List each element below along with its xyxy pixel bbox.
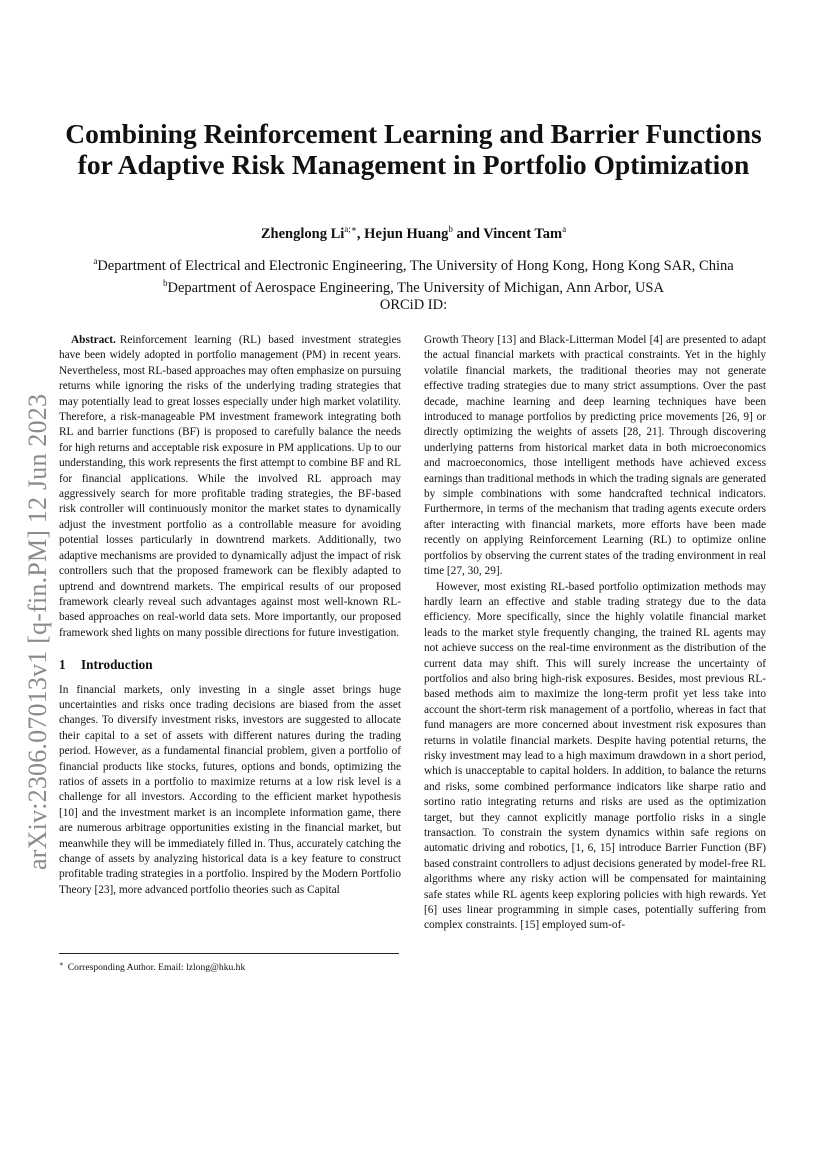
intro-paragraph-1: In financial markets, only investing in a single asset brings huge uncertainties and risks once trading decisions are biased from the asset changes. To diversify investment risks, investors are suggested to allocate their capital to a set of assets with different natures during the trading period. However, as a fundamental financial problem, given a portfolio of financial products like stocks, futures, options and bonds, optimizing the ratios of assets in a portfolio to maximize returns at a low risk level is a challenge for all investors. According to the efficient market hypothesis [10] and the investment market is an incomplete information game, there are numerous arbitrage opportunities existing in the financial market, but meanwhile they will be immediately filled in. Thus, accurately catching the change of assets by analyzing historical data is a key feature to construct profitable trading strategies in a portfolio. Inspired by the Modern Portfolio Theory [23], more advanced portfolio theories such as Capital xyxy=(59,683,401,896)
orcid-line: ORCiD ID: xyxy=(379,296,448,313)
affiliation-b xyxy=(40,275,787,297)
abstract xyxy=(59,333,401,641)
affil-text: Department of Aerospace Engineering, The University of Michigan, Ann Arbor, USA xyxy=(167,279,664,296)
affil-mark: a xyxy=(93,256,98,266)
paper-title: Combining Reinforcement Learning and Barrier Functions for Adaptive Risk Management in Portfolio Optimization xyxy=(65,118,762,180)
footnote-mark: ∗ xyxy=(59,960,64,968)
affiliations xyxy=(40,253,787,314)
affiliation-a xyxy=(40,253,787,275)
section-title: Introduction xyxy=(81,657,153,673)
abstract-label: Abstract. xyxy=(71,334,116,346)
affil-mark: b xyxy=(163,277,168,288)
affil-text: Department of Electrical and Electronic Engineering, The University of Hong Kong, Hong Kong SAR, China xyxy=(97,257,734,274)
author-affil-mark: b xyxy=(448,224,453,234)
author-name: Vincent Tam xyxy=(483,225,563,242)
footnote xyxy=(59,958,404,974)
footnote-text[interactable]: Corresponding Author. Email: lzlong@hku.hk xyxy=(67,962,246,974)
footnote-divider xyxy=(59,953,399,954)
abstract-text: Reinforcement learning (RL) based investment strategies have been widely adopted in portfolio management (PM) in recent years. Nevertheless, most RL-based approaches may often emphasize on pursuing returns while ignoring the risks of the underlying trading strategies that may potentially lead to great losses especially under high market volatility. Therefore, a risk-manageable PM investment framework integrating both RL and barrier functions (BF) is proposed to carefully balance the needs for high returns and acceptable risk exposure in PM applications. Up to our understanding, this work represents the first attempt to combine BF and RL for financial applications. While the involved RL approach may aggressively search for more profitable trading strategies, the BF-based risk controller will continuously monitor the market states to dynamically adjust the investment portfolio as a controllable measure for avoiding potential losses particularly in downtrend markets. Additionally, two adaptive mechanisms are provided to dynamically adjust the impact of risk controllers such that the proposed framework can be flexibly adapted to uptrend and downtrend markets. The empirical results of our proposed framework clearly reveal such advantages against most well-known RL-based approaches on real-world data sets. More importantly, our proposed framework shed lights on many possible directions for future investigation. xyxy=(59,334,401,639)
intro-paragraph-3: However, most existing RL-based portfolio optimization methods may hardly learn an effective and stable trading strategy due to the data efficiency. More specifically, since the highly volatile financial market leads to the market style frequently changing, the trained RL agents may not achieve success on the real-time environment as the distribution of the current data may shift. This will surely increase the uncertainty of portfolios and also bring high-risk exposures. Besides, most previous RL-based methods aim to maximize the long-term profit yet less take into account the short-term risk management of a portfolio, whereas in fact that fund managers are more concerned about investment risk exposures than returns in volatile financial markets. Despite having potential returns, the risky investment may lead to a high maximum drawdown in a short period, which is unacceptable to capital holders. In addition, to balance the returns and risks, some combined performance indicators like sharpe ratio and sortino ratio integrating returns and risks are used as the optimization target, but they cannot explicitly manage portfolio risks in a single transaction. To constrain the system dynamics within safe regions on automatic driving and robotics, [1, 6, 15] introduce Barrier Function (BF) based constraint controllers to adjust decisions generated by model-free RL algorithms where any risky action will be compensated for maintaining safe states while RL agents keep exploring policies with high rewards. Yet [6] uses linear programming in simple cases, potentially suffering from complex constraints. [15] employed sum-of- xyxy=(424,580,766,932)
author-affil-mark: a;∗ xyxy=(344,224,357,234)
section-number: 1 xyxy=(59,657,66,673)
author-list xyxy=(60,224,767,243)
author-affil-mark: a xyxy=(562,224,567,234)
right-column xyxy=(424,333,766,934)
left-column xyxy=(59,333,401,898)
arxiv-identifier-stamp[interactable]: arXiv:2306.07013v1 [q-fin.PM] 12 Jun 2023 xyxy=(23,393,52,870)
author-name: Hejun Huang xyxy=(364,225,449,242)
section-heading-introduction xyxy=(59,657,401,672)
author-name: Zhenglong Li xyxy=(260,225,345,242)
author-separator: and xyxy=(452,225,484,242)
author-separator: , xyxy=(356,225,365,242)
intro-paragraph-2: Growth Theory [13] and Black-Litterman Model [4] are presented to adapt the actual financial markets with practical constraints. Yet in the highly volatile financial markets, the traditional theories may not generate effective trading strategies due to many strict assumptions. Over the past decade, machine learning and deep learning techniques have been introduced to manage portfolios by predicting price movements [26, 9] or directly optimizing the weights of assets [28, 21]. Through discovering underlying patterns from historical market data in both microeconomics and macroeconomics, those intelligent methods have achieved excess earnings than traditional methods in which the trading signals are generated by simple combinations with some handcrafted technical indicators. Furthermore, in terms of the mechanism that trading agents execute orders after interacting with financial markets, more efforts have been made recently on applying Reinforcement Learning (RL) to optimize online portfolios by observing the current states of the trading environment in real time [27, 30, 29]. xyxy=(424,334,766,578)
